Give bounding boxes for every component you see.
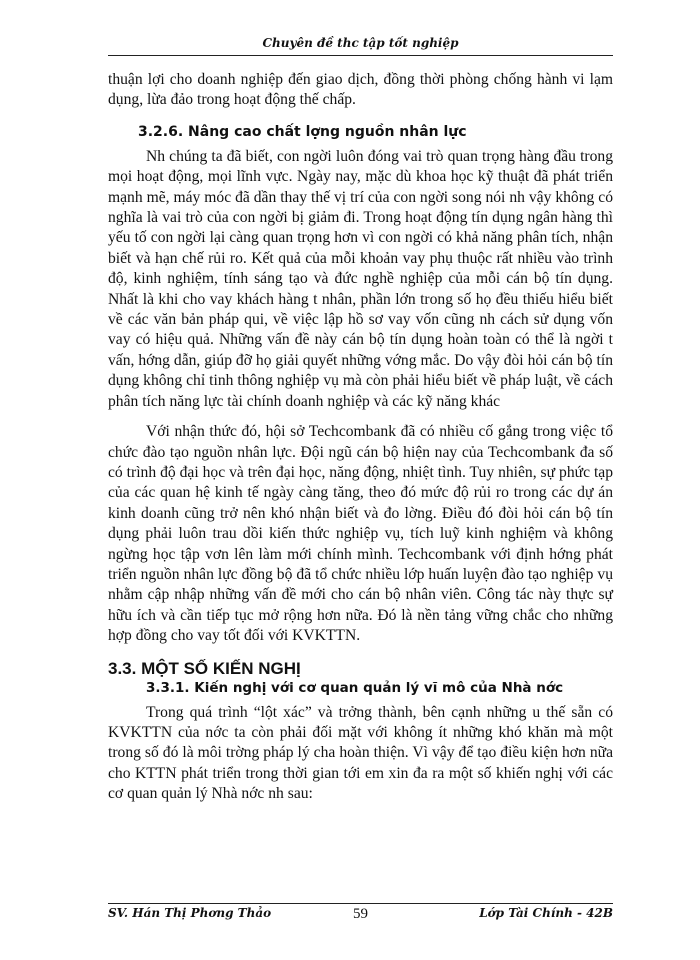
page-footer — [108, 906, 613, 926]
running-header: Chuyên đề thc tập tốt nghiệp — [262, 36, 459, 50]
footer-author: SV. Hán Thị Phơng Thảo — [108, 906, 272, 920]
footer-class: Lớp Tài Chính - 42B — [479, 906, 613, 920]
section-3-2-6-heading: 3.2.6. Nâng cao chất lợng nguồn nhân lực — [138, 123, 467, 140]
paragraph-recommendations-intro: Trong quá trình “lột xác” và trởng thành, bên cạnh những u thế sẵn có KVKTTN của nớc ta còn phải đối mặt với không ít những khó khăn mà một trong số đó là môi trờng pháp lý cha hoàn thiện. Vì vậy để tạo điều kiện hơn nữa cho KTTN phát triển trong thời gian tới em xin đa ra một số khiến nghị với các cơ quan quản lý Nhà nớc nh sau: — [108, 703, 613, 803]
footer-divider — [108, 903, 613, 904]
header-divider — [108, 55, 613, 56]
page-number: 59 — [353, 906, 368, 922]
section-3-3-heading: 3.3. MỘT SỐ KIẾN NGHỊ — [108, 658, 301, 678]
paragraph-human-role: Nh chúng ta đã biết, con ngời luôn đóng vai trò quan trọng hàng đầu trong mọi hoạt động, mọi lĩnh vực. Ngày nay, mặc dù khoa học kỹ thuật đã phát triển mạnh mẽ, máy móc đã dần thay thế vị trí của con ngời song nói nh vậy không có nghĩa là vai trò của con ngời bị giảm đi. Trong hoạt động tín dụng ngân hàng thì yếu tố con ngời lại càng quan trọng hơn vì con ngời có khả năng phân tích, nhận biết và hạn chế rủi ro. Kết quả của mỗi khoản vay phụ thuộc rất nhiều vào trình độ, kinh nghiệm, tính sáng tạo và đức nghề nghiệp của mỗi cán bộ tín dụng. Nhất là khi cho vay khách hàng t nhân, phần lớn trong số họ đều thiếu hiểu biết về các văn bản pháp qui, về việc lập hồ sơ vay vốn cũng nh cách sử dụng vốn vay có hiệu quả. Những vấn đề này cán bộ tín dụng hoàn toàn có thể là ngời t vấn, hớng dẫn, giúp đỡ họ giải quyết những vớng mắc. Do vậy đòi hỏi cán bộ tín dụng không chỉ tinh thông nghiệp vụ mà còn phải hiểu biết về pháp luật, về cách phân tích năng lực tài chính doanh nghiệp và các kỹ năng khác — [108, 147, 613, 410]
section-3-3-1-heading: 3.3.1. Kiến nghị với cơ quan quản lý vĩ mô của Nhà nớc — [146, 679, 564, 696]
intro-paragraph: thuận lợi cho doanh nghiệp đến giao dịch, đồng thời phòng chống hành vi lạm dụng, lừa đảo trong hoạt động thế chấp. — [108, 71, 613, 109]
paragraph-techcombank-training: Với nhận thức đó, hội sở Techcombank đã có nhiều cố gắng trong việc tổ chức đào tạo nguồn nhân lực. Đội ngũ cán bộ hiện nay của Techcombank đa số có trình độ đại học và trên đại học, năng động, nhiệt tình. Tuy nhiên, sự phức tạp của các quan hệ kinh tế ngày càng tăng, theo đó mức độ rủi ro trong các dự án kinh doanh cũng trở nên khó nhận biết và đo lờng. Điều đó đòi hỏi cán bộ tín dụng phải luôn trau dồi kiến thức nghiệp vụ, tích luỹ kinh nghiệm và không ngừng học tập vơn lên làm mới chính mình. Techcombank với định hớng phát triển nguồn nhân lực đồng bộ đã tổ chức nhiều lớp huấn luyện đào tạo nghiệp vụ nhằm cập nhập những vấn đề mới cho cán bộ nhân viên. Công tác này thực sự hữu ích và cần tiếp tục mở rộng hơn nữa. Đó là nền tảng vững chắc cho những hợp đồng cho vay tốt đối với KVKTTN. — [108, 423, 613, 645]
page-body — [108, 70, 613, 805]
